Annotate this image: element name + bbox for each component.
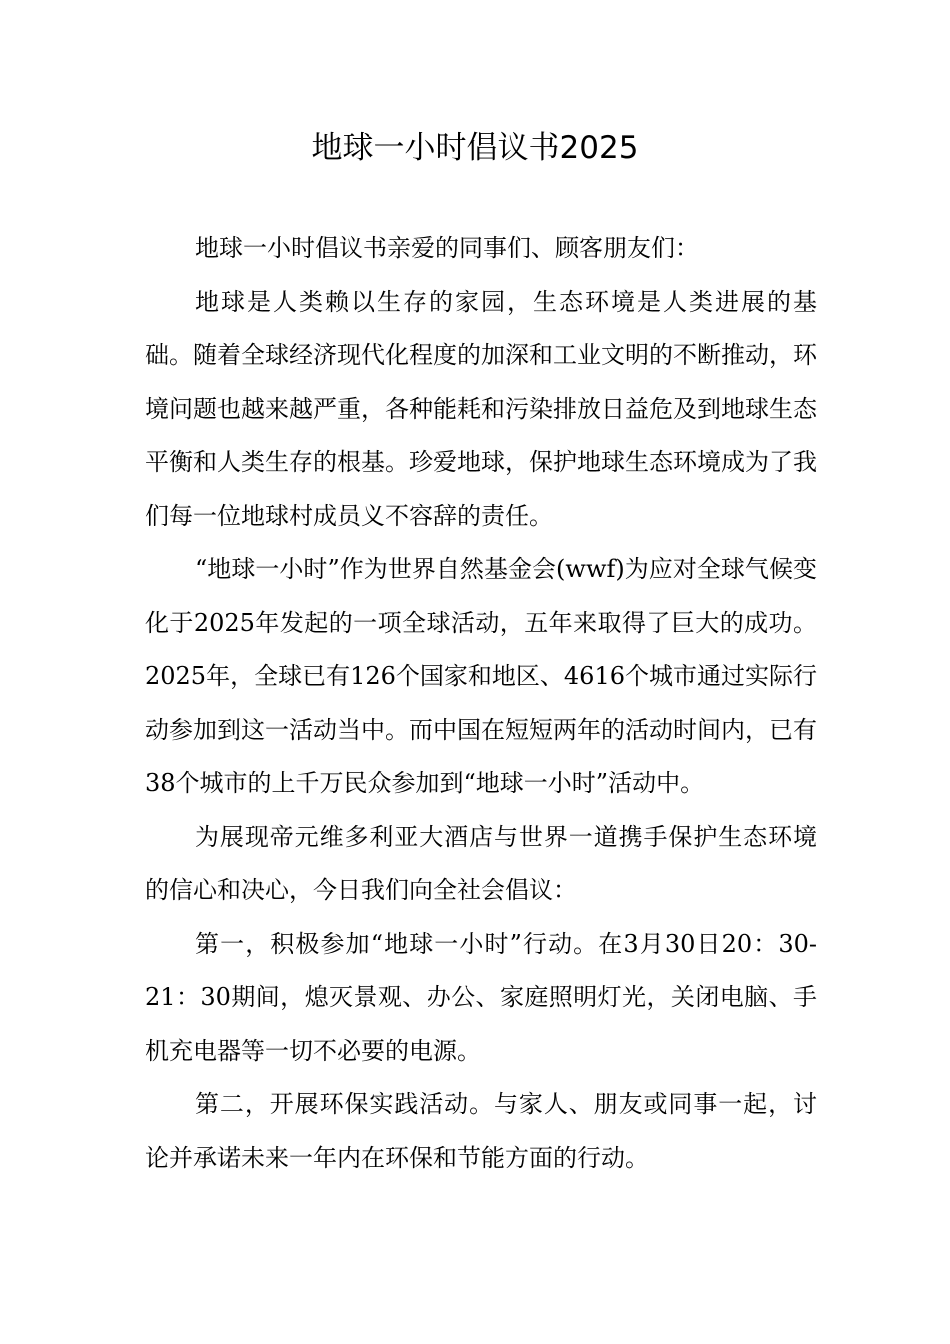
salutation-paragraph: 地球一小时倡议书亲爱的同事们、顾客朋友们： bbox=[195, 234, 699, 262]
body-paragraph: 地球是人类赖以生存的家园，生态环境是人类进展的基础。随着全球经济现代化程度的加深和工业文明的不断推动，环境问题也越来越严重，各种能耗和污染排放日益危及到地球生态平衡和人类生存的根基。珍爱地球，保护地球生态环境成为了我们每一位地球村成员义不容辞的责任。 bbox=[145, 287, 817, 530]
body-paragraph: 为展现帝元维多利亚大酒店与世界一道携手保护生态环境的信心和决心，今日我们向全社会倡议： bbox=[145, 822, 817, 904]
document-title: 地球一小时倡议书2025 bbox=[311, 130, 639, 166]
body-paragraph: 第二，开展环保实践活动。与家人、朋友或同事一起，讨论并承诺未来一年内在环保和节能方面的行动。 bbox=[145, 1090, 817, 1172]
body-paragraph: “地球一小时”作为世界自然基金会(wwf)为应对全球气候变化于2025年发起的一项全球活动，五年来取得了巨大的成功。2025年，全球已有126个国家和地区、4616个城市通过实际行动参加到这一活动当中。而中国在短短两年的活动时间内，已有38个城市的上千万民众参加到“地球一小时”活动中。 bbox=[145, 555, 817, 797]
document-body bbox=[145, 222, 817, 1185]
body-paragraph: 第一，积极参加“地球一小时”行动。在3月30日20：30-21：30期间，熄灭景观、办公、家庭照明灯光，关闭电脑、手机充电器等一切不必要的电源。 bbox=[145, 929, 817, 1065]
